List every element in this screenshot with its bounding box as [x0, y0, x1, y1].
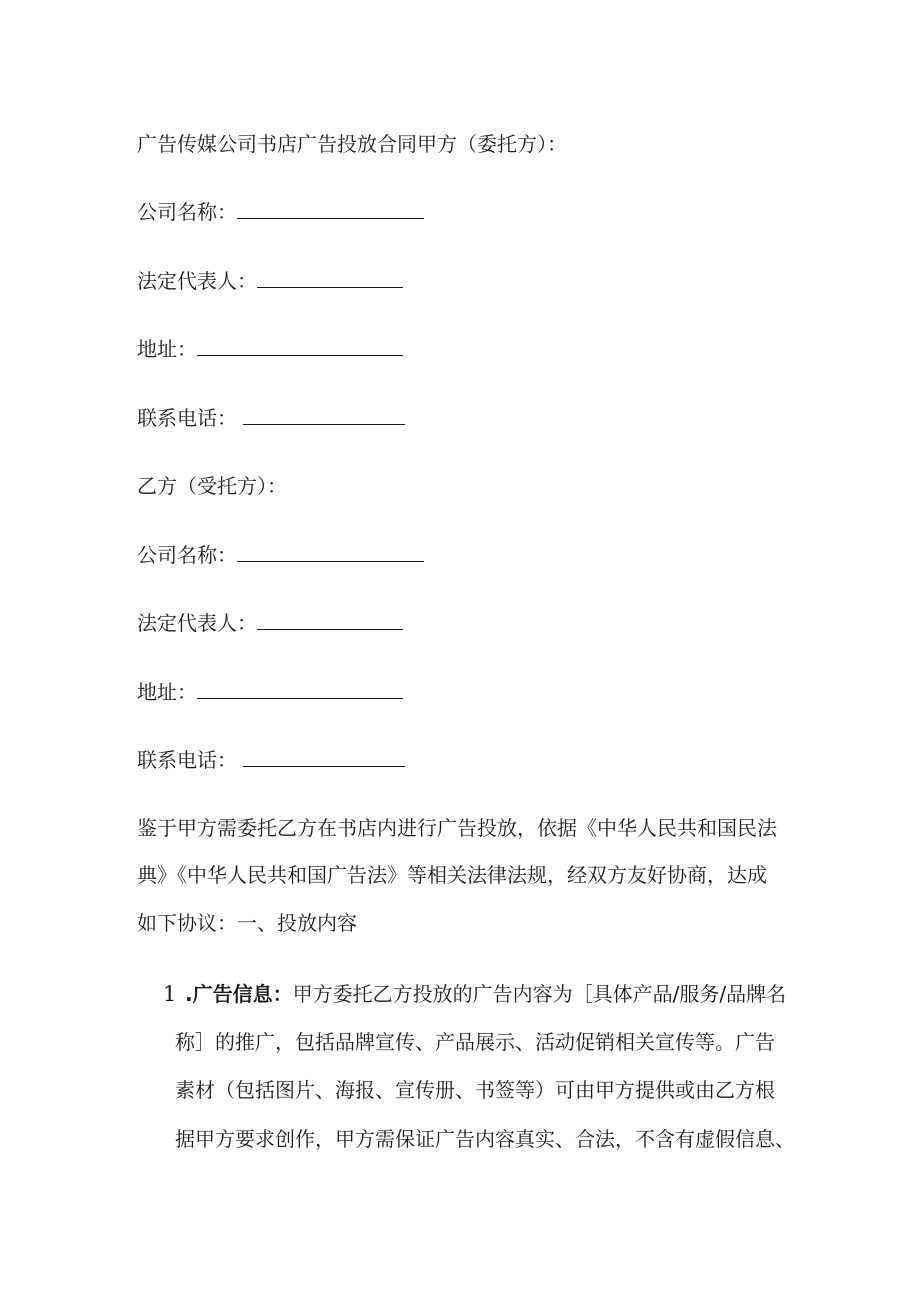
clause-line: 素材（包括图片、海报、宣传册、书签等）可由甲方提供或由乙方根: [175, 1078, 775, 1102]
preamble-line: 典》《中华人民共和国广告法》等相关法律法规，经双方友好协商，达成: [137, 863, 767, 887]
party-a-address-label: 地址：: [137, 337, 197, 361]
party-b-rep-blank: [257, 611, 403, 630]
party-a-address-row: [137, 337, 403, 361]
clause-term: .广告信息：: [185, 982, 293, 1006]
clause-line: [185, 982, 786, 1006]
party-a-address-blank: [197, 337, 403, 356]
party-b-company-row: [137, 543, 424, 567]
party-a-phone-row: [137, 406, 405, 430]
party-b-phone-label: 联系电话：: [137, 748, 237, 772]
party-a-company-label: 公司名称：: [137, 200, 237, 224]
party-b-phone-row: [137, 748, 405, 772]
party-a-company-row: [137, 200, 424, 224]
party-a-phone-blank: [243, 406, 405, 425]
party-a-company-blank: [237, 200, 424, 219]
party-a-phone-label: 联系电话：: [137, 406, 237, 430]
preamble-line: 鉴于甲方需委托乙方在书店内进行广告投放，依据《中华人民共和国民法: [137, 816, 777, 840]
clause-line: 称］的推广，包括品牌宣传、产品展示、活动促销相关宣传等。广告: [175, 1030, 775, 1054]
party-b-rep-label: 法定代表人：: [137, 611, 257, 635]
party-a-rep-blank: [257, 269, 403, 288]
party-b-address-row: [137, 680, 403, 704]
party-b-company-label: 公司名称：: [137, 543, 237, 567]
party-b-rep-row: [137, 611, 403, 635]
clause-number: 1: [163, 982, 177, 1006]
party-b-address-blank: [197, 680, 403, 699]
preamble-line: 如下协议：一、投放内容: [137, 911, 357, 935]
clause-line: 据甲方要求创作，甲方需保证广告内容真实、合法，不含有虚假信息、: [175, 1127, 795, 1151]
clause-text: 甲方委托乙方投放的广告内容为［具体产品/服务/品牌名: [292, 982, 787, 1006]
party-b-address-label: 地址：: [137, 680, 197, 704]
party-b-company-blank: [237, 543, 424, 562]
party-a-rep-row: [137, 269, 403, 293]
contract-title: 广告传媒公司书店广告投放合同甲方（委托方）：: [137, 132, 567, 156]
party-b-phone-blank: [243, 748, 405, 767]
party-a-rep-label: 法定代表人：: [137, 269, 257, 293]
party-b-heading: 乙方（受托方）：: [137, 474, 287, 498]
